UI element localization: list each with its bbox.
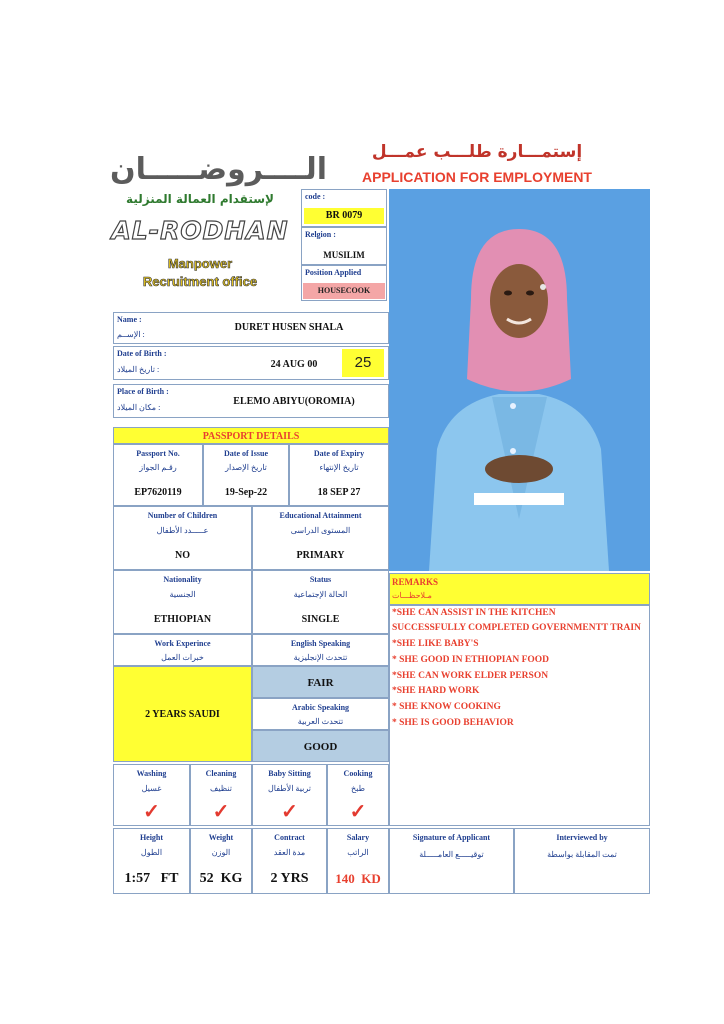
name-label: Name :	[117, 315, 142, 324]
work-header-cell	[113, 634, 252, 666]
passport-issue-cell	[203, 444, 289, 506]
education-label-ar: المستوى الدراسى	[290, 526, 351, 535]
height-cell	[113, 828, 190, 894]
status-label: Status	[309, 575, 332, 584]
name-label-ar: الإســم :	[117, 330, 145, 339]
passport-expiry-value: 18 SEP 27	[317, 487, 361, 498]
remark-item: *SHE HARD WORK	[392, 686, 480, 696]
interviewed-cell	[514, 828, 650, 894]
weight-label: Weight	[208, 833, 234, 842]
contract-label: Contract	[274, 833, 305, 842]
education-value: PRIMARY	[296, 550, 345, 561]
remark-item: * SHE KNOW COOKING	[392, 702, 501, 712]
passport-expiry-label: Date of Expiry	[313, 449, 365, 458]
children-value: NO	[175, 550, 190, 561]
status-label-ar: الحالة الإجتماعية	[293, 590, 348, 599]
education-label: Educational Attainment	[279, 511, 362, 520]
remark-item: *SHE LIKE BABY'S	[392, 639, 479, 649]
children-label-ar: عـــــدد الأطفال	[156, 526, 209, 535]
remark-item: * SHE GOOD IN ETHIOPIAN FOOD	[392, 655, 550, 665]
check-icon: ✓	[281, 801, 298, 823]
remarks-heading: REMARKS	[392, 577, 439, 587]
pob-label-ar: مكان الميلاد :	[117, 403, 161, 412]
skill-label-ar: غسيل	[141, 784, 162, 793]
remarks-heading-ar: مـلاحظـــات	[392, 591, 432, 600]
contract-label-ar: مدة العقد	[273, 848, 306, 857]
skill-cooking	[327, 764, 389, 826]
status-cell	[252, 570, 389, 634]
signature-cell	[389, 828, 514, 894]
logo-brand: AL-RODHAN	[111, 216, 289, 245]
english-value: FAIR	[252, 666, 389, 698]
arabic-label-ar: تتحدث العربية	[297, 717, 344, 726]
work-label: Work Experince	[154, 639, 211, 648]
check-icon: ✓	[143, 801, 160, 823]
passport-issue-label-ar: تاريخ الإصدار	[225, 463, 267, 472]
position-box	[301, 265, 387, 301]
english-header-cell	[252, 634, 389, 666]
work-value-cell	[113, 666, 252, 762]
weight-cell	[190, 828, 252, 894]
religion-label: Relgion :	[305, 230, 336, 239]
height-label: Height	[139, 833, 164, 842]
education-cell	[252, 506, 389, 570]
salary-value: 140 KD	[335, 871, 381, 886]
remark-item: SUCCESSFULLY COMPLETED GOVERNMENTT TRAIN	[392, 623, 641, 633]
age-value: 25	[342, 349, 384, 377]
form-title: APPLICATION FOR EMPLOYMENT	[362, 169, 592, 185]
remarks-header	[389, 573, 650, 605]
dob-value: 24 AUG 00	[270, 359, 318, 370]
contract-value: 2 YRS	[270, 871, 309, 886]
nationality-cell	[113, 570, 252, 634]
remark-item: *SHE CAN ASSIST IN THE KITCHEN	[392, 608, 556, 618]
children-label: Number of Children	[147, 511, 218, 520]
english-label-ar: تتحدث الإنجليزية	[293, 653, 348, 662]
skill-washing	[113, 764, 190, 826]
salary-cell	[327, 828, 389, 894]
status-value: SINGLE	[301, 614, 340, 625]
pob-value: ELEMO ABIYU(OROMIA)	[233, 396, 355, 407]
contract-cell	[252, 828, 327, 894]
nationality-label: Nationality	[163, 575, 202, 584]
code-value: BR 0079	[304, 208, 384, 224]
work-label-ar: خبرات العمل	[161, 653, 204, 662]
logo-line1: Manpower	[167, 256, 233, 271]
logo-arabic-name: الــــروضـــــان	[110, 152, 328, 187]
weight-label-ar: الوزن	[211, 848, 231, 857]
arabic-label: Arabic Speaking	[291, 703, 350, 712]
interviewed-label: Interviewed by	[556, 833, 608, 842]
check-icon: ✓	[212, 801, 230, 823]
passport-no-label-ar: رقـم الجواز	[139, 463, 177, 472]
arabic-value: GOOD	[252, 730, 389, 762]
position-value: HOUSECOOK	[303, 283, 385, 299]
children-cell	[113, 506, 252, 570]
religion-box	[301, 227, 387, 265]
dob-label-ar: تاريخ الميلاد :	[117, 365, 160, 374]
passport-no-label: Passport No.	[136, 449, 180, 458]
dob-row	[113, 346, 389, 380]
passport-issue-value: 19-Sep-22	[224, 487, 268, 498]
position-label: Position Applied	[305, 268, 362, 277]
skill-label-ar: تربية الأطفال	[267, 784, 312, 793]
arabic-header-cell	[252, 698, 389, 730]
interviewed-label-ar: تمت المقابلة بواسطة	[547, 850, 617, 859]
signature-label: Signature of Applicant	[412, 833, 491, 842]
logo-arabic-subtitle: لإستقدام العمالة المنزلية	[126, 192, 274, 206]
salary-label-ar: الراتب	[347, 848, 369, 857]
skill-label: Cleaning	[205, 769, 237, 778]
pob-label: Place of Birth :	[117, 387, 169, 396]
skill-label-ar: طبخ	[351, 784, 365, 793]
religion-value: MUSILIM	[323, 250, 365, 260]
skill-label: Baby Sitting	[268, 769, 311, 778]
english-label: English Speaking	[290, 639, 351, 648]
height-value: 1:57 FT	[124, 871, 179, 886]
weight-value: 52 KG	[199, 871, 243, 886]
passport-no-value: EP7620119	[134, 487, 182, 498]
passport-no-cell	[113, 444, 203, 506]
nationality-value: ETHIOPIAN	[153, 614, 212, 625]
work-value: 2 YEARS SAUDI	[145, 709, 220, 720]
skill-label: Cooking	[343, 769, 373, 778]
passport-expiry-label-ar: تاريخ الإنتهاء	[319, 463, 359, 472]
passport-issue-label: Date of Issue	[224, 449, 268, 458]
pob-row	[113, 384, 389, 418]
skill-label: Washing	[136, 769, 167, 778]
applicant-photo-figure	[389, 189, 650, 571]
name-row	[113, 312, 389, 344]
applicant-photo	[389, 189, 650, 571]
logo-line2: Recruitment office	[142, 274, 258, 289]
remark-item: *SHE CAN WORK ELDER PERSON	[392, 671, 549, 681]
height-label-ar: الطول	[140, 848, 163, 857]
skill-baby-sitting	[252, 764, 327, 826]
name-value: DURET HUSEN SHALA	[234, 322, 344, 333]
skill-cleaning	[190, 764, 252, 826]
dob-label: Date of Birth :	[117, 349, 167, 358]
signature-label-ar: توقيـــــع العامـــــلة	[419, 850, 484, 859]
salary-label: Salary	[346, 833, 370, 842]
remark-item: * SHE IS GOOD BEHAVIOR	[392, 718, 514, 728]
code-box	[301, 189, 387, 227]
code-label: code :	[305, 192, 326, 201]
passport-heading: PASSPORT DETAILS	[113, 427, 389, 444]
check-icon: ✓	[349, 801, 367, 823]
arabic-title: إستمـــارة طلـــب عمـــل	[371, 142, 583, 162]
nationality-label-ar: الجنسية	[169, 590, 196, 599]
passport-expiry-cell	[289, 444, 389, 506]
remarks-body	[389, 605, 650, 826]
skill-label-ar: تنظيف	[210, 784, 232, 793]
